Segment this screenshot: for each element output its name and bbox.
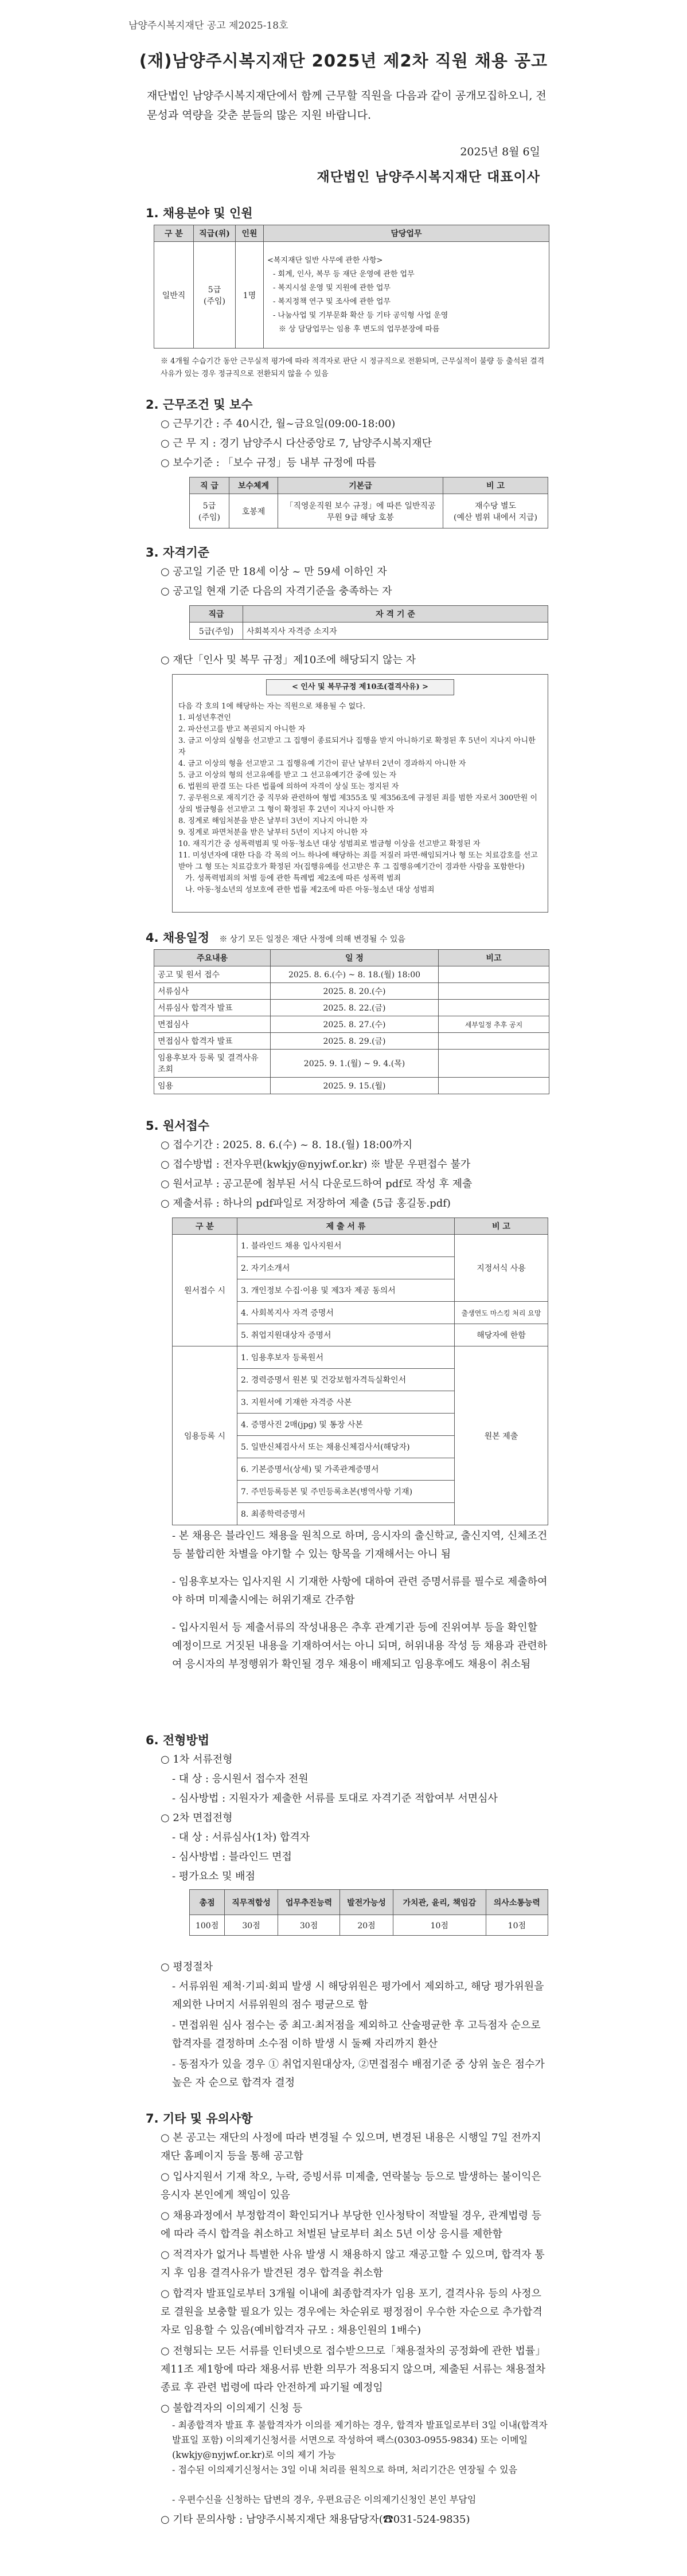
cell-count: 1명 <box>236 242 264 349</box>
cell-document: 4. 증명사진 2매(jpg) 및 통장 사본 <box>237 1414 455 1436</box>
intro-paragraph: 재단법인 남양주시복지재단에서 함께 근무할 직원을 다음과 같이 공개모집하오니, 전문성과 역량을 갖춘 분들의 많은 지원 바랍니다. <box>147 89 547 122</box>
evaluation-procedure: - 면접위원 심사 점수는 중 최고·최저점을 제외하고 산술평균한 후 고득점자 순으로 합격자를 결정하며 소수점 이하 발생 시 둘째 자리까지 환산 <box>172 2019 541 2050</box>
application-method: ○ 접수방법 : 전자우편(kwkjy@nyjwf.or.kr) ※ 발문 우편접수 불가 <box>161 1158 471 1170</box>
section-4-title <box>146 929 405 946</box>
cell-item: 면접심사 합격자 발표 <box>154 1033 271 1050</box>
col-pay-system: 보수체계 <box>229 477 278 494</box>
cell-remark <box>439 966 549 983</box>
notice-item: ○ 합격자 발표일로부터 3개월 이내에 최종합격자가 임용 포기, 결격사유 등의 사정으로 결원을 보충할 필요가 있는 경우에는 차순위로 평정점이 우수한 자순으로 추가합격자로 임용할 수 있음(예비합격자 규모 : 채용인원의 1배수) <box>161 2288 542 2336</box>
notice-item: ○ 입사지원서 기재 착오, 누락, 증빙서류 미제출, 연락불능 등으로 발생하는 불이익은 응시자 본인에게 책임이 있음 <box>161 2171 541 2201</box>
col-total: 총점 <box>190 1890 225 1915</box>
screening-detail: - 평가요소 및 배점 <box>172 1870 255 1882</box>
col-schedule: 일 정 <box>271 950 439 966</box>
qualification-table <box>189 605 548 640</box>
appeal-detail: - 최종합격자 발표 후 불합격자가 이의를 제기하는 경우, 합격자 발표일로부터 3일 이내(합격자 발표일 포함) 이의제기신청서를 서면으로 작성하여 팩스(0303-0955-9834) 또는 이메일(kwkjy@nyjwf.or.kr)로 이의 제기 가능 <box>172 2420 548 2460</box>
disqualification-box <box>172 674 548 913</box>
disqualification-intro: 다음 각 호의 1에 해당하는 자는 직원으로 채용될 수 없다. <box>178 702 365 711</box>
col-division: 구 분 <box>173 1218 237 1235</box>
disqualification-requirement: ○ 재단「인사 및 복무 규정」제10조에 해당되지 않는 자 <box>161 654 416 666</box>
work-hours: ○ 근무기간 : 주 40시간, 월~금요일(09:00-18:00) <box>161 418 396 430</box>
col-values: 가치관, 윤리, 책임감 <box>393 1890 486 1915</box>
section-3-title: 3. 자격기준 <box>146 546 210 559</box>
notice-date: 2025년 8월 6일 <box>460 146 540 158</box>
duty-item: - 복지시설 운영 및 지원에 관한 업무 <box>273 283 391 292</box>
cell-base-pay: 「직영운직원 보수 규정」에 따른 일반직공무원 9급 해당 호봉 <box>278 494 443 528</box>
screening-detail: - 심사방법 : 지원자가 제출한 서류를 토대로 자격기준 적합여부 서면심사 <box>172 1792 498 1804</box>
cell-remark <box>439 1000 549 1016</box>
cell-group-apply: 원서접수 시 <box>173 1235 237 1346</box>
cell-remark <box>439 1033 549 1050</box>
cell-remark <box>439 983 549 1000</box>
cell-document: 8. 최종학력증명서 <box>237 1503 455 1525</box>
age-requirement: ○ 공고일 기준 만 18세 이상 ~ 만 59세 이하인 자 <box>161 566 387 578</box>
cell-date: 2025. 8. 27.(수) <box>271 1016 439 1033</box>
disqualification-item: 7. 공무원으로 재직기간 중 직무와 관련하여 형법 제355조 및 제356조에 규정된 죄를 범한 자로서 300만원 이상의 벌금형을 선고받고 그 형이 확정된 후 2년이 지나지 아니한 자 <box>178 794 538 814</box>
col-execution: 업무추진능력 <box>278 1890 339 1915</box>
screening-step: ○ 2차 면접전형 <box>161 1812 233 1824</box>
section-7-title: 7. 기타 및 유의사항 <box>146 2112 253 2125</box>
cell-grade: 5급(주임) <box>190 623 243 640</box>
pay-table <box>189 477 548 528</box>
notice-item: ○ 채용과정에서 부정합격이 확인되거나 부당한 인사청탁이 적발될 경우, 관계법령 등에 따라 즉시 합격을 취소하고 처벌된 날로부터 최소 5년 이상 응시를 제한함 <box>161 2210 542 2240</box>
cell-item: 공고 및 원서 접수 <box>154 966 271 983</box>
screening-detail: - 대 상 : 응시원서 접수자 전원 <box>172 1773 309 1785</box>
cell-qualification: 사회복지사 자격증 소지자 <box>243 623 548 640</box>
appeal-detail: - 우편수신을 신청하는 답변의 경우, 우편요금은 이의제기신청인 본인 부담임 <box>172 2494 477 2505</box>
cell-score: 20점 <box>340 1915 393 1936</box>
cell-score: 10점 <box>393 1915 486 1936</box>
disqualification-item: 11. 미성년자에 대한 다음 각 목의 어느 하나에 해당하는 죄를 저질러 파면·해임되거나 형 또는 치료감호를 선고받아 그 형 또는 치료감호가 확정된 자(집행유예를 선고받은 후 그 집행유예기간이 경과한 사람을 포함한다) <box>178 851 538 871</box>
evaluation-procedure: - 서류위원 제척·기피·회피 발생 시 해당위원은 평가에서 제외하고, 해당 평가위원을 제외한 나머지 서류위원의 점수 평균으로 함 <box>172 1980 544 2011</box>
disqualification-item: 5. 금고 이상의 형의 선고유예를 받고 그 선고유예기간 중에 있는 자 <box>178 771 397 780</box>
cell-score: 10점 <box>486 1915 548 1936</box>
cell-date: 2025. 8. 6.(수) ~ 8. 18.(월) 18:00 <box>271 966 439 983</box>
cell-document: 1. 임용후보자 등록원서 <box>237 1346 455 1369</box>
duty-item: <복지재단 일반 사무에 관한 사항> <box>267 256 383 265</box>
cell-score: 30점 <box>278 1915 339 1936</box>
documents-table <box>172 1217 548 1525</box>
col-remark: 비고 <box>439 950 549 966</box>
col-item: 주요내용 <box>154 950 271 966</box>
cell-item: 임용 <box>154 1078 271 1094</box>
cell-date: 2025. 8. 22.(금) <box>271 1000 439 1016</box>
disqualification-item: 3. 금고 이상의 실형을 선고받고 그 집행이 종료되거나 집행을 받지 아니하기로 확정된 후 5년이 지나지 아니한 자 <box>178 737 536 757</box>
col-remark: 비 고 <box>443 477 548 494</box>
application-note: - 임용후보자는 입사지원 시 기재한 사항에 대하여 관련 증명서류를 필수로 제출하여야 하며 미제출시에는 허위기재로 간주함 <box>172 1576 548 1606</box>
notice-number: 남양주시복지재단 공고 제2025-18호 <box>128 20 288 32</box>
cell-score: 100점 <box>190 1915 225 1936</box>
notice-item: ○ 전형되는 모든 서류를 인터넷으로 접수받으므로「채용절차의 공정화에 관한 법률」제11조 제1항에 따라 채용서류 반환 의무가 적용되지 않으며, 제출된 서류는 채용절차 종료 후 관련 법령에 따라 안전하게 파기될 예정임 <box>161 2345 546 2394</box>
col-duties: 담당업무 <box>264 225 549 242</box>
disqualification-item: 2. 파산선고를 받고 복권되지 아니한 자 <box>178 725 306 734</box>
scoring-table <box>189 1889 548 1936</box>
screening-step: ○ 1차 서류전형 <box>161 1753 233 1765</box>
duty-item: - 회계, 인사, 복무 등 재단 운영에 관한 업무 <box>273 269 415 279</box>
col-documents: 제 출 서 류 <box>237 1218 455 1235</box>
section-1-title: 1. 채용분야 및 인원 <box>146 206 253 220</box>
disqualification-item: 4. 금고 이상의 형을 선고받고 그 집행유예 기간이 끝난 날부터 2년이 경과하지 아니한 자 <box>178 760 466 768</box>
cell-date: 2025. 9. 1.(월) ~ 9. 4.(목) <box>271 1050 439 1078</box>
qualification-requirement: ○ 공고일 현재 기준 다음의 자격기준을 충족하는 자 <box>161 585 392 597</box>
col-division: 구 분 <box>154 225 194 242</box>
evaluation-procedure: - 동점자가 있을 경우 ① 취업지원대상자, ②면접점수 배점기준 중 상위 높은 점수가 높은 자 순으로 합격자 결정 <box>172 2058 545 2089</box>
cell-document: 1. 블라인드 채용 입사지원서 <box>237 1235 455 1257</box>
notice-item: ○ 본 공고는 재단의 사정에 따라 변경될 수 있으며, 변경된 내용은 시행일 7일 전까지 재단 홈페이지 등을 통해 공고함 <box>161 2132 541 2162</box>
recruit-field-table <box>154 225 549 349</box>
screening-detail: - 심사방법 : 블라인드 면접 <box>172 1851 292 1863</box>
disqualification-subitem: 가. 성폭력범죄의 처벌 등에 관한 특례법 제2조에 따른 성폭력 범죄 <box>185 874 401 883</box>
cell-note: 지정서식 사용 <box>455 1235 548 1302</box>
col-remark: 비 고 <box>455 1218 548 1235</box>
disqualification-item: 8. 징계로 해임처분을 받은 날부터 3년이 지나지 아니한 자 <box>178 817 368 825</box>
cell-document: 3. 지원서에 기재한 자격증 사본 <box>237 1391 455 1414</box>
cell-duties <box>264 242 549 349</box>
cell-note: 해당자에 한함 <box>455 1324 548 1346</box>
cell-grade: 5급 (주임) <box>194 242 236 349</box>
cell-pay-system: 호봉제 <box>229 494 278 528</box>
col-qualification: 자 격 기 준 <box>243 606 548 623</box>
cell-item: 임용후보자 등록 및 결격사유 조회 <box>154 1050 271 1078</box>
cell-document: 4. 사회복지사 자격 증명서 <box>237 1302 455 1324</box>
screening-detail: - 대 상 : 서류심사(1차) 합격자 <box>172 1831 310 1843</box>
cell-document: 7. 주민등록등본 및 주민등록초본(병역사항 기재) <box>237 1481 455 1503</box>
cell-note: 원본 제출 <box>455 1346 548 1525</box>
notice-item: ○ 불합격자의 이의제기 신청 등 <box>161 2402 303 2414</box>
col-grade: 직 급 <box>190 477 229 494</box>
duty-item: - 복지정책 연구 및 조사에 관한 업무 <box>273 297 391 306</box>
section-4-title-text: 4. 채용일정 <box>146 931 210 945</box>
cell-item: 서류심사 합격자 발표 <box>154 1000 271 1016</box>
required-documents: ○ 제출서류 : 하나의 pdf파일로 저장하여 제출 (5급 홍길동.pdf) <box>161 1197 451 1209</box>
col-count: 인원 <box>236 225 264 242</box>
cell-document: 3. 개인정보 수집·이용 및 제3자 제공 동의서 <box>237 1279 455 1302</box>
col-grade: 직급(위) <box>194 225 236 242</box>
cell-remark: 세부일정 추후 공지 <box>439 1016 549 1033</box>
disqualification-subitem: 나. 아동·청소년의 성보호에 관한 법률 제2조에 따른 아동·청소년 대상 성범죄 <box>185 886 435 894</box>
application-note: - 본 채용은 블라인드 채용을 원칙으로 하며, 응시자의 출신학교, 출신지역, 신체조건 등 불합리한 차별을 야기할 수 있는 항목을 기재해서는 아니 됨 <box>172 1530 548 1560</box>
duty-item: - 나눔사업 및 기부문화 확산 등 기타 공익형 사업 운영 <box>273 311 448 320</box>
issuer: 재단법인 남양주시복지재단 대표이사 <box>317 169 540 185</box>
disqualification-box-title: < 인사 및 복무규정 제10조(결격사유) > <box>266 679 454 695</box>
application-period: ○ 접수기간 : 2025. 8. 6.(수) ~ 8. 18.(월) 18:00까지 <box>161 1139 413 1151</box>
disqualification-item: 10. 재직기간 중 성폭력범죄 및 아동·청소년 대상 성범죄로 벌금형 이상을 선고받고 확정된 자 <box>178 840 481 848</box>
page-title: (재)남양주시복지재단 2025년 제2차 직원 채용 공고 <box>139 51 548 71</box>
disqualification-item: 1. 피성년후견인 <box>178 714 231 722</box>
work-place: ○ 근 무 지 : 경기 남양주시 다산중앙로 7, 남양주시복지재단 <box>161 437 432 449</box>
cell-group-register: 임용등록 시 <box>173 1346 237 1525</box>
cell-document: 5. 취업지원대상자 증명서 <box>237 1324 455 1346</box>
cell-item: 서류심사 <box>154 983 271 1000</box>
application-form: ○ 원서교부 : 공고문에 첨부된 서식 다운로드하여 pdf로 작성 후 제출 <box>161 1178 473 1190</box>
application-note: - 입사지원서 등 제출서류의 작성내용은 추후 관계기관 등에 진위여부 등을 확인할 예정이므로 거짓된 내용을 기재하여서는 아니 되며, 허위내용 작성 등 채용과 관련하여 응시자의 부정행위가 확인될 경우 채용이 배제되고 임용후에도 채용이 취소됨 <box>172 1622 548 1670</box>
section-2-title: 2. 근무조건 및 보수 <box>146 398 253 412</box>
col-grade: 직급 <box>190 606 243 623</box>
cell-remark <box>439 1050 549 1078</box>
cell-document: 5. 일반신체검사서 또는 채용신체검사서(해당자) <box>237 1436 455 1458</box>
cell-document: 2. 자기소개서 <box>237 1257 455 1279</box>
col-base-pay: 기본급 <box>278 477 443 494</box>
cell-document: 2. 경력증명서 원본 및 건강보험자격득실확인서 <box>237 1369 455 1391</box>
probation-note: ※ 4개월 수습기간 동안 근무실적 평가에 따라 적격자로 판단 시 정규직으로 전환되며, 근무실적이 불량 등 출석된 결격사유가 있는 경우 정규직으로 전환되지 않을 수 있음 <box>161 357 545 378</box>
disqualification-item: 6. 법원의 판결 또는 다른 법률에 의하여 자격이 상실 또는 정지된 자 <box>178 782 399 791</box>
cell-division: 일반직 <box>154 242 194 349</box>
cell-item: 면접심사 <box>154 1016 271 1033</box>
col-job-fit: 직무적합성 <box>225 1890 278 1915</box>
section-5-title: 5. 원서접수 <box>146 1119 210 1133</box>
schedule-table <box>154 949 549 1094</box>
notice-item: ○ 적격자가 없거나 특별한 사유 발생 시 채용하지 않고 재공고할 수 있으며, 합격자 통지 후 임용 결격사유가 발견된 경우 합격을 취소함 <box>161 2249 545 2279</box>
cell-date: 2025. 9. 15.(월) <box>271 1078 439 1094</box>
cell-grade: 5급 (주임) <box>190 494 229 528</box>
cell-date: 2025. 8. 29.(금) <box>271 1033 439 1050</box>
pay-standard: ○ 보수기준 : 「보수 규정」등 내부 규정에 따름 <box>161 457 377 469</box>
duty-item: ※ 상 담당업무는 임용 후 변도의 업무분장에 따름 <box>279 324 440 334</box>
cell-score: 30점 <box>225 1915 278 1936</box>
schedule-note: ※ 상기 모든 일정은 재단 사정에 의해 변경될 수 있음 <box>219 935 405 944</box>
disqualification-item: 9. 징계로 파면처분을 받은 날부터 5년이 지나지 아니한 자 <box>178 828 368 837</box>
col-potential: 발전가능성 <box>340 1890 393 1915</box>
cell-remark: 재수당 별도 (예산 범위 내에서 지급) <box>443 494 548 528</box>
appeal-detail: - 접수된 이의제기신청서는 3일 이내 처리를 원칙으로 하며, 처리기간은 연장될 수 있음 <box>172 2464 518 2475</box>
cell-date: 2025. 8. 20.(수) <box>271 983 439 1000</box>
section-6-title: 6. 전형방법 <box>146 1733 210 1747</box>
cell-document: 6. 기본증명서(상세) 및 가족관계증명서 <box>237 1458 455 1481</box>
cell-remark <box>439 1078 549 1094</box>
evaluation-procedure-title: ○ 평정절차 <box>161 1961 213 1973</box>
contact-info: ○ 기타 문의사항 : 남양주시복지재단 채용담당자(☎031-524-9835) <box>161 2514 470 2526</box>
col-communication: 의사소통능력 <box>486 1890 548 1915</box>
cell-note: 출생연도 마스킹 처리 요망 <box>455 1302 548 1324</box>
